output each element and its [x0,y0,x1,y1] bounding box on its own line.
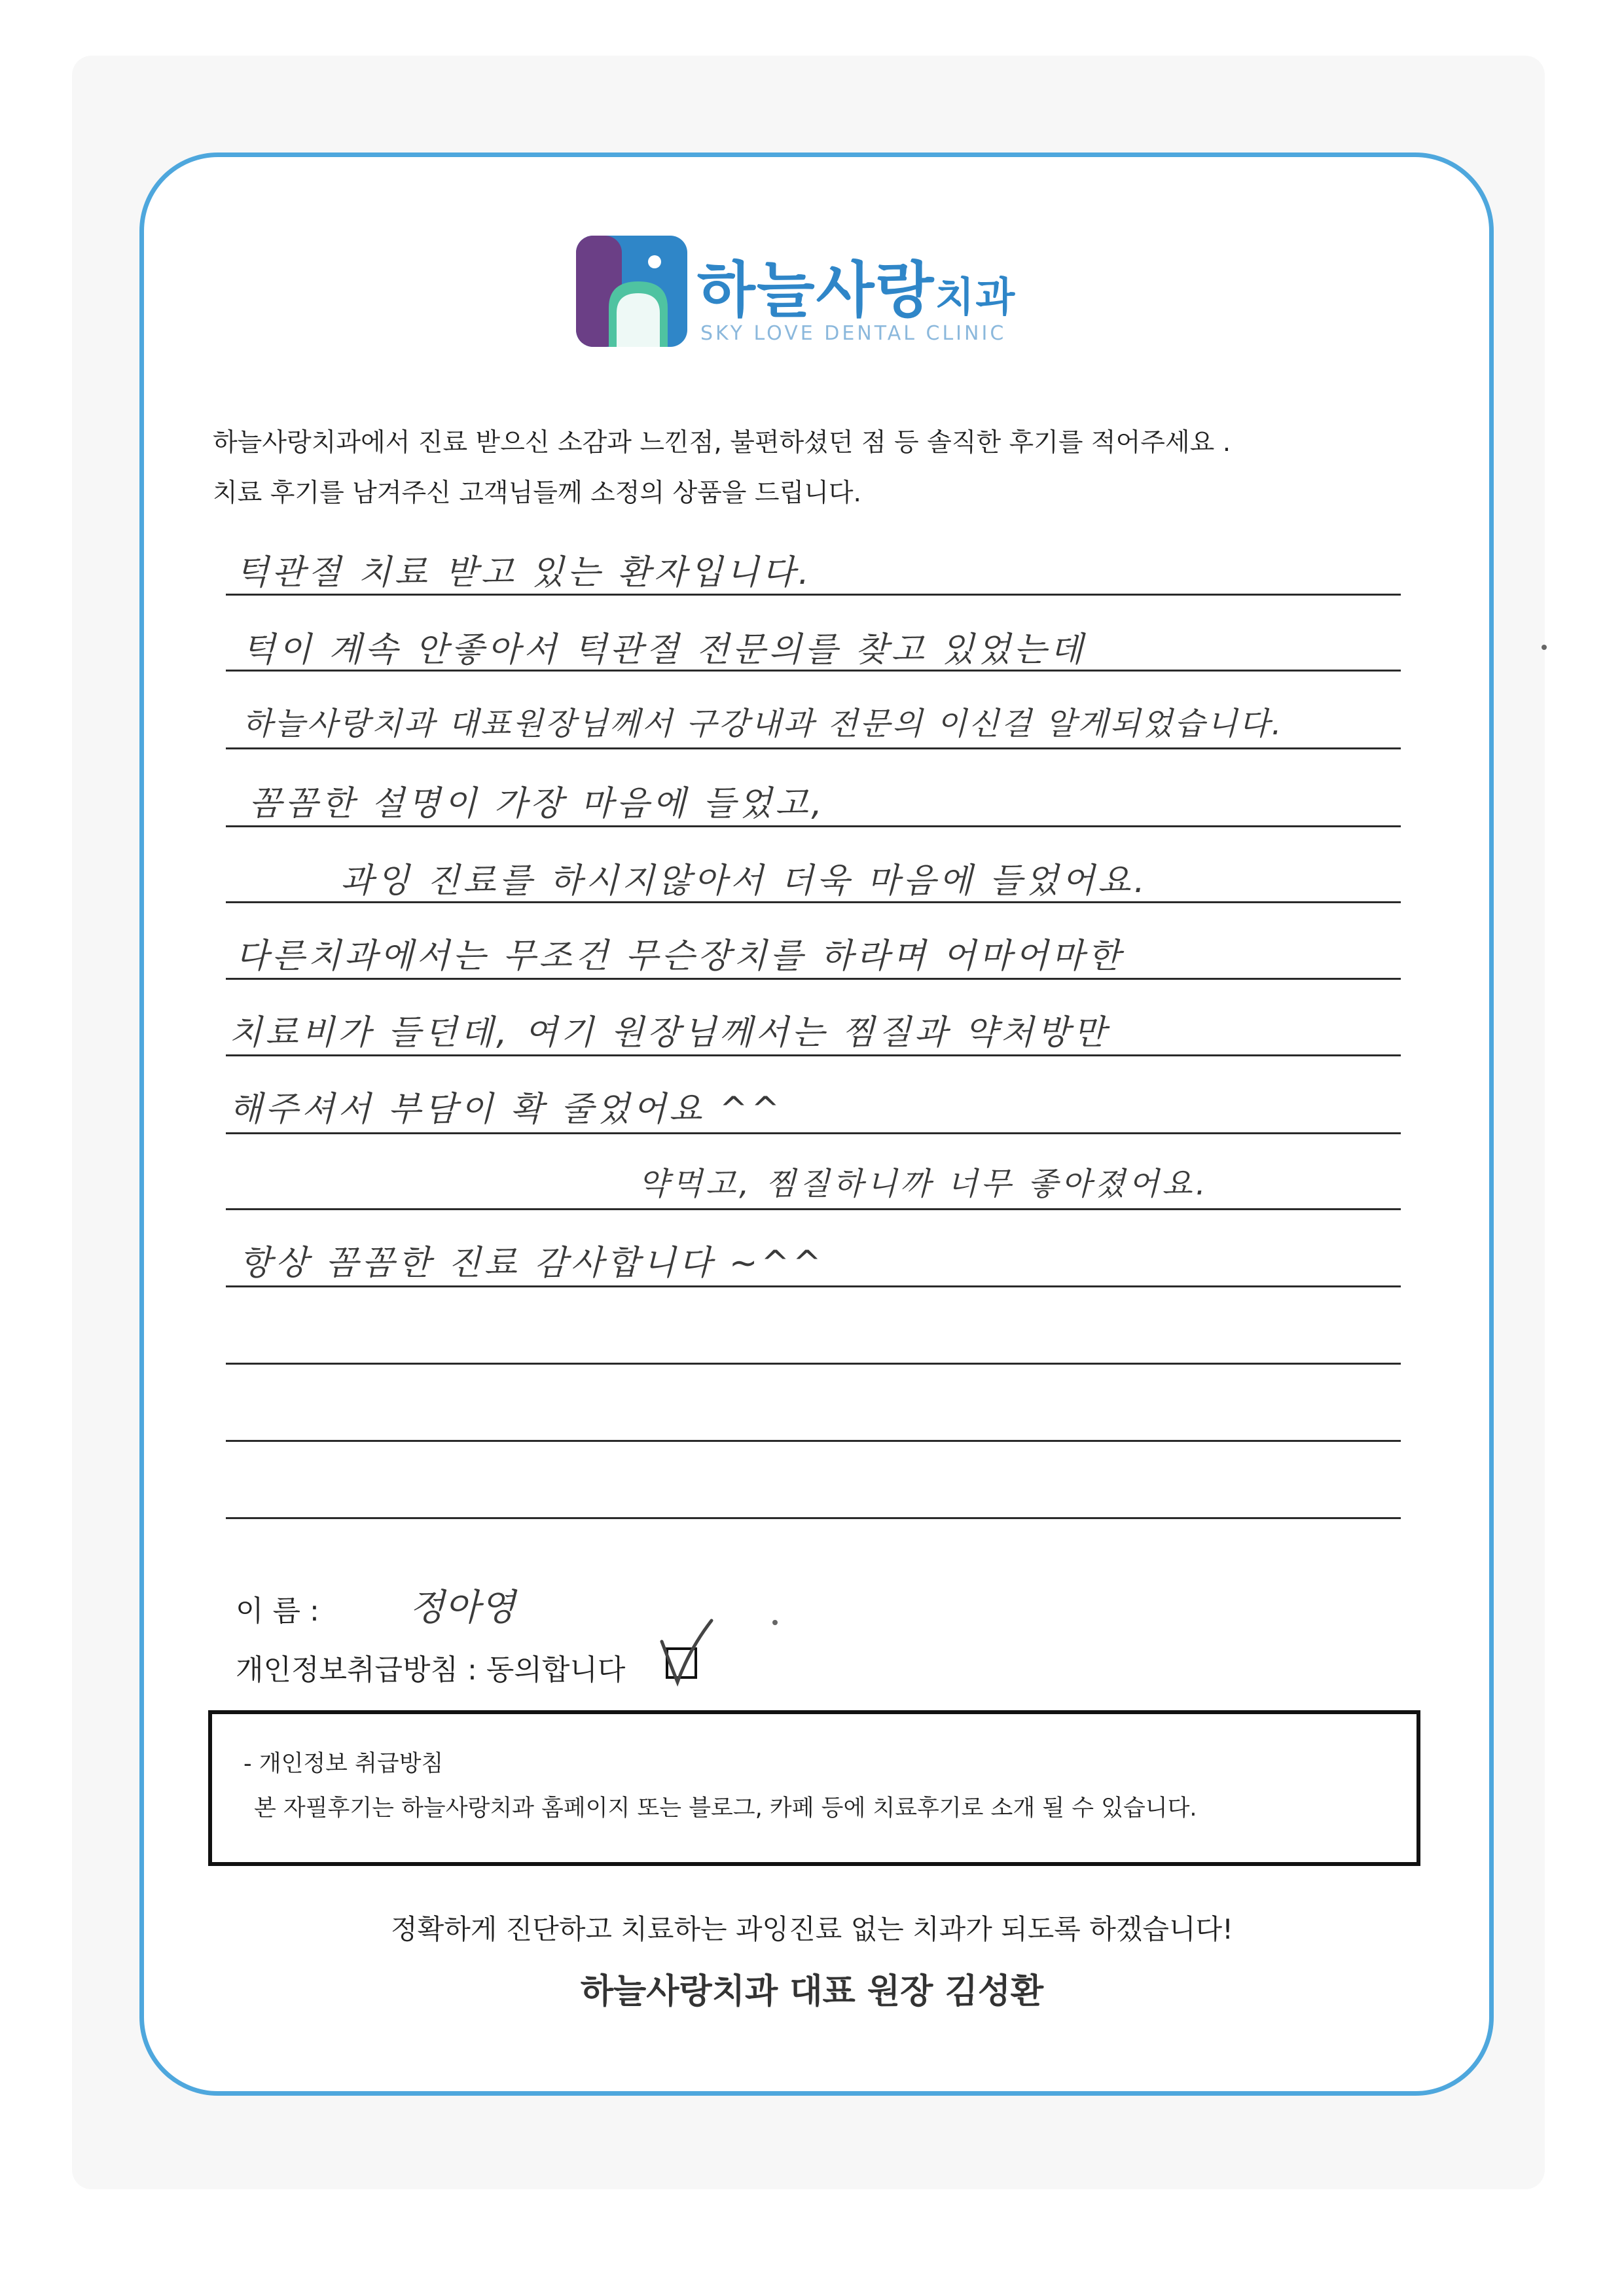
privacy-notice-body: 본 자필후기는 하늘사랑치과 홈페이지 또는 블로그, 카페 등에 치료후기로 소개 될 수 있습니다. [254,1795,1197,1821]
review-line-9: 약먹고, 찜질하니까 너무 좋아졌어요. [638,1166,1209,1202]
writing-line [226,1363,1401,1365]
writing-line [226,1054,1401,1056]
writing-line [226,594,1401,596]
review-line-7: 치료비가 들던데, 여기 원장님께서는 찜질과 약처방만 [229,1013,1110,1052]
writing-line [226,1132,1401,1134]
writing-line [226,747,1401,749]
writing-line [226,825,1401,827]
instruction-line-1: 하늘사랑치과에서 진료 받으신 소감과 느낀점, 불편하셨던 점 등 솔직한 후기를 적어주세요 . [213,428,1231,457]
name-signature: 정아영 [409,1587,516,1629]
review-line-2: 턱이 계속 안좋아서 턱관절 전문의를 찾고 있었는데 [242,630,1087,670]
clinic-name-main: 하늘사랑 [697,255,935,325]
writing-line [226,978,1401,980]
director-signature: 하늘사랑치과 대표 원장 김성환 [580,1972,1044,2011]
writing-line [226,1285,1401,1287]
checkmark-icon [658,1617,717,1689]
review-line-3: 하늘사랑치과 대표원장님께서 구강내과 전문의 이신걸 알게되었습니다. [242,706,1284,742]
clinic-name-english: SKY LOVE DENTAL CLINIC [700,322,1007,345]
review-line-6: 다른치과에서는 무조건 무슨장치를 하라며 어마어마한 [236,937,1124,976]
speck [772,1620,778,1625]
tooth-logo-icon [576,236,687,347]
review-line-1: 턱관절 치료 받고 있는 환자입니다. [236,553,812,592]
review-line-8: 해주셔서 부담이 확 줄었어요 ^^ [229,1090,784,1129]
privacy-notice-box [208,1710,1420,1866]
writing-line [226,1440,1401,1442]
clinic-name-korean [697,242,1016,329]
review-line-4: 꼼꼼한 설명이 가장 마음에 들었고, [249,784,825,823]
closing-slogan: 정확하게 진단하고 치료하는 과잉진료 없는 치과가 되도록 하겠습니다! [391,1913,1233,1945]
clinic-logo [576,229,1047,353]
clinic-name-suffix: 치과 [935,273,1017,321]
instruction-line-2: 치료 후기를 남겨주신 고객님들께 소정의 상품을 드립니다. [213,478,861,508]
consent-label: 개인정보취급방침 : 동의합니다 [236,1653,626,1687]
review-line-10: 항상 꼼꼼한 진료 감사합니다 ~^^ [239,1244,825,1283]
writing-line [226,1517,1401,1519]
review-line-5: 과잉 진료를 하시지않아서 더욱 마음에 들었어요. [340,861,1148,901]
writing-line [226,901,1401,903]
name-label: 이 름 : [236,1594,319,1628]
privacy-notice-title: - 개인정보 취급방침 [244,1751,444,1777]
writing-line [226,670,1401,672]
speck [1542,645,1547,650]
writing-line [226,1208,1401,1210]
